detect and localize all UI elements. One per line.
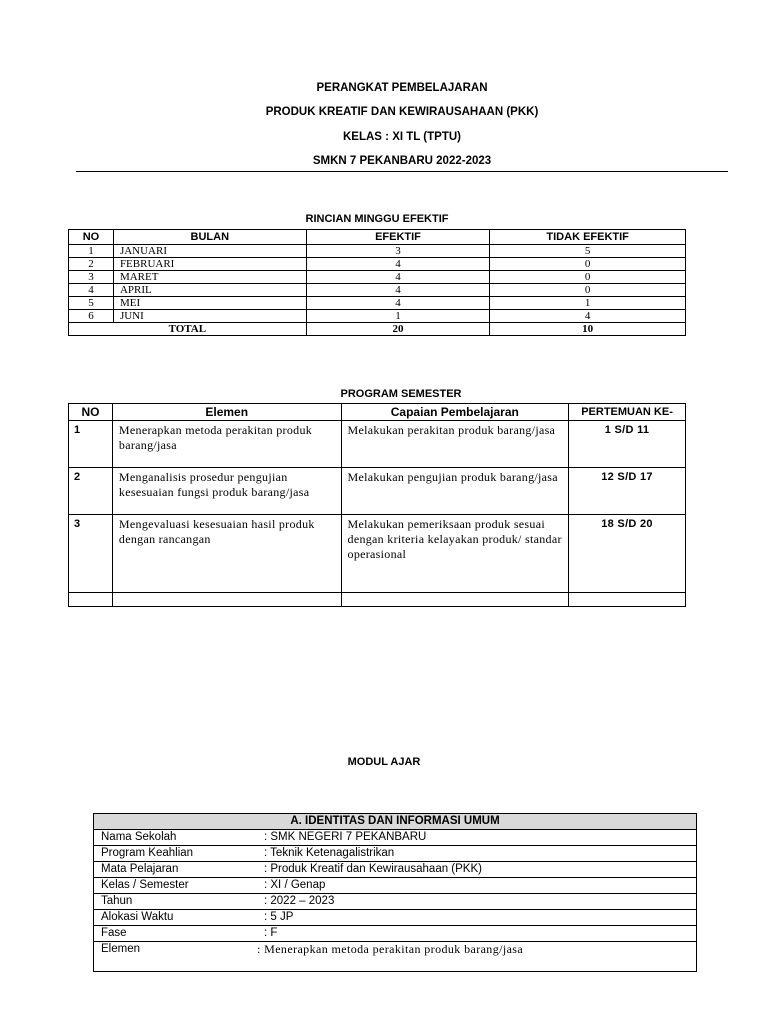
cell-tidak-efektif: 5	[490, 245, 686, 258]
cell-empty	[112, 593, 341, 607]
table-row	[69, 515, 686, 593]
info-row	[94, 862, 697, 878]
doc-class: KELAS : XI TL (TPTU)	[343, 131, 461, 143]
info-label: Mata Pelajaran	[94, 862, 258, 878]
table-header-row	[69, 404, 686, 421]
cell-pertemuan: 1 S/D 11	[569, 421, 686, 468]
cell-tidak-efektif: 0	[490, 284, 686, 297]
table-row	[69, 421, 686, 468]
table-row	[69, 310, 686, 323]
info-label: Tahun	[94, 894, 258, 910]
info-value: : XI / Genap	[257, 878, 697, 894]
cell-pertemuan: 18 S/D 20	[569, 515, 686, 593]
cell-no: 2	[69, 468, 113, 515]
info-label: Program Keahlian	[94, 846, 258, 862]
cell-capaian: Melakukan perakitan produk barang/jasa	[341, 421, 569, 468]
cell-tidak-efektif: 0	[490, 258, 686, 271]
info-row	[94, 910, 697, 926]
column-header-no: NO	[69, 230, 114, 245]
total-tidak-efektif: 10	[490, 323, 686, 336]
identitas-table	[93, 813, 697, 972]
table-header-row	[69, 230, 686, 245]
cell-empty	[569, 593, 686, 607]
cell-efektif: 4	[306, 258, 490, 271]
info-value: : Teknik Ketenagalistrikan	[257, 846, 697, 862]
cell-bulan: MARET	[113, 271, 306, 284]
info-label: Elemen	[101, 943, 140, 955]
section-header-row	[94, 814, 697, 830]
cell-efektif: 3	[306, 245, 490, 258]
info-value: : F	[257, 926, 697, 942]
cell-no: 5	[69, 297, 114, 310]
table-row	[69, 245, 686, 258]
info-value: : Menerapkan metoda perakitan produk barang/jasa	[257, 942, 524, 956]
info-value: : Produk Kreatif dan Kewirausahaan (PKK)	[257, 862, 697, 878]
info-value: : 5 JP	[257, 910, 697, 926]
total-efektif: 20	[306, 323, 490, 336]
table-row	[69, 284, 686, 297]
cell-no: 3	[69, 515, 113, 593]
info-label: Kelas / Semester	[94, 878, 258, 894]
info-value: : SMK NEGERI 7 PEKANBARU	[257, 830, 697, 846]
cell-bulan: APRIL	[113, 284, 306, 297]
info-row	[94, 830, 697, 846]
column-header-tidak-efektif: TIDAK EFEKTIF	[490, 230, 686, 245]
cell-no: 1	[69, 245, 114, 258]
table-total-row	[69, 323, 686, 336]
total-label: TOTAL	[69, 323, 307, 336]
cell-capaian: Melakukan pengujian produk barang/jasa	[341, 468, 569, 515]
column-header-efektif: EFEKTIF	[306, 230, 490, 245]
info-row-elemen	[94, 942, 697, 972]
doc-school-year: SMKN 7 PEKANBARU 2022-2023	[312, 155, 492, 167]
info-row	[94, 894, 697, 910]
info-label: Fase	[94, 926, 258, 942]
cell-elemen: Menerapkan metoda perakitan produk barang/jasa	[112, 421, 341, 468]
column-header-no: NO	[69, 404, 113, 421]
cell-bulan: FEBRUARI	[113, 258, 306, 271]
column-header-elemen: Elemen	[112, 404, 341, 421]
column-header-bulan: BULAN	[113, 230, 306, 245]
info-row	[94, 926, 697, 942]
cell-tidak-efektif: 1	[490, 297, 686, 310]
program-semester-table	[68, 403, 686, 607]
column-header-capaian: Capaian Pembelajaran	[341, 404, 569, 421]
cell-pertemuan: 12 S/D 17	[569, 468, 686, 515]
cell-elemen: Menganalisis prosedur pengujian kesesuaian fungsi produk barang/jasa	[112, 468, 341, 515]
info-row	[94, 878, 697, 894]
program-semester-caption: PROGRAM SEMESTER	[340, 388, 462, 400]
cell-bulan: JUNI	[113, 310, 306, 323]
cell-no: 2	[69, 258, 114, 271]
cell-no: 4	[69, 284, 114, 297]
header-divider	[76, 171, 728, 172]
minggu-efektif-caption: RINCIAN MINGGU EFEKTIF	[305, 213, 449, 225]
minggu-efektif-table	[68, 229, 686, 336]
section-title: A. IDENTITAS DAN INFORMASI UMUM	[94, 814, 697, 830]
cell-empty	[341, 593, 569, 607]
doc-title: PERANGKAT PEMBELAJARAN	[316, 82, 488, 94]
cell-tidak-efektif: 0	[490, 271, 686, 284]
table-row-empty	[69, 593, 686, 607]
table-row	[69, 468, 686, 515]
cell-no: 1	[69, 421, 113, 468]
cell-no: 3	[69, 271, 114, 284]
cell-bulan: JANUARI	[113, 245, 306, 258]
cell-empty	[69, 593, 113, 607]
info-label: Alokasi Waktu	[94, 910, 258, 926]
cell-efektif: 4	[306, 297, 490, 310]
info-row	[94, 846, 697, 862]
cell-capaian: Melakukan pemeriksaan produk sesuai dengan kriteria kelayakan produk/ standar operasional	[341, 515, 569, 593]
info-value: : 2022 – 2023	[257, 894, 697, 910]
doc-subject: PRODUK KREATIF DAN KEWIRAUSAHAAN (PKK)	[265, 106, 539, 118]
cell-efektif: 1	[306, 310, 490, 323]
modul-title: MODUL AJAR	[347, 756, 421, 768]
table-row	[69, 258, 686, 271]
column-header-pertemuan: PERTEMUAN KE-	[569, 404, 686, 421]
cell-bulan: MEI	[113, 297, 306, 310]
cell-efektif: 4	[306, 271, 490, 284]
table-row	[69, 271, 686, 284]
cell-efektif: 4	[306, 284, 490, 297]
info-label: Nama Sekolah	[94, 830, 258, 846]
cell-no: 6	[69, 310, 114, 323]
cell-tidak-efektif: 4	[490, 310, 686, 323]
table-row	[69, 297, 686, 310]
cell-elemen: Mengevaluasi kesesuaian hasil produk dengan rancangan	[112, 515, 341, 593]
